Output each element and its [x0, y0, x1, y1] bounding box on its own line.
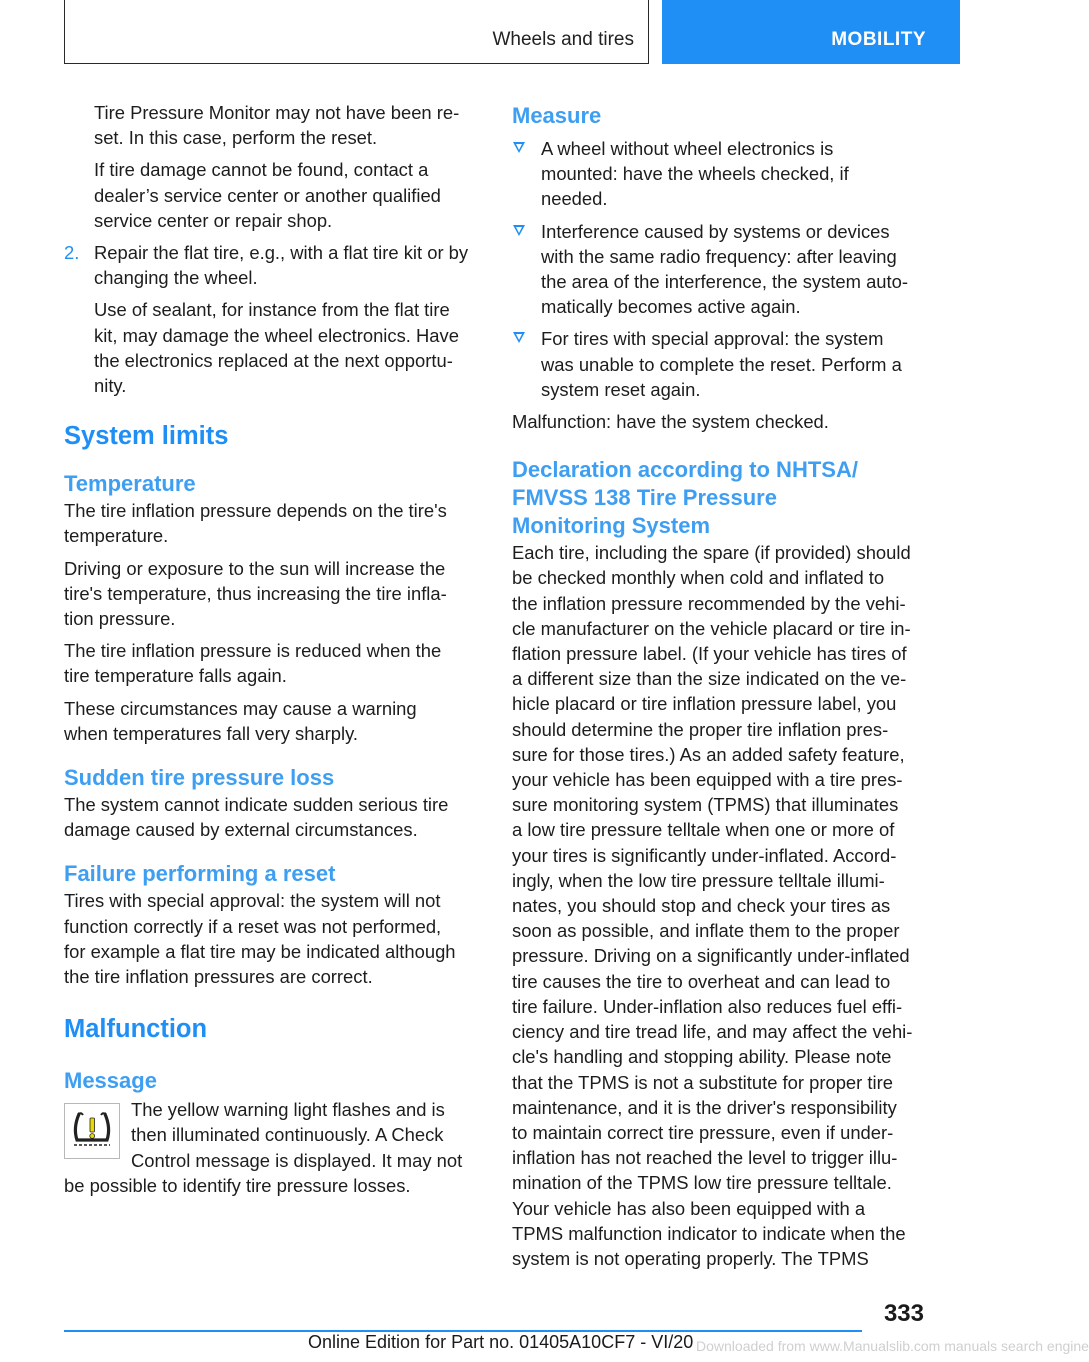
text-line: The yellow warning light flashes and is [131, 1099, 445, 1121]
text-line: nates, you should stop and check your tires as [512, 895, 891, 917]
header-section-box [64, 0, 649, 64]
heading-message: Message [64, 1068, 157, 1094]
text-line: Use of sealant, for instance from the flat tire [94, 299, 450, 321]
text-line: set. In this case, perform the reset. [94, 127, 378, 149]
text-line: be checked monthly when cold and inflated to [512, 567, 885, 589]
left-column [64, 100, 480, 1205]
text-line: then illuminated continuously. A Check [131, 1124, 444, 1146]
list-item [512, 326, 930, 402]
text-line: If tire damage cannot be found, contact a [94, 159, 429, 181]
triangle-bullet-icon [513, 332, 525, 343]
heading-sudden-loss: Sudden tire pressure loss [64, 765, 335, 791]
right-column [512, 100, 930, 1271]
text-line: with the same radio frequency: after leaving [541, 245, 897, 267]
text-line: tion pressure. [64, 608, 176, 630]
text-line: mounted: have the wheels checked, if [541, 163, 849, 185]
list-item [512, 219, 930, 320]
text-line: Tire Pressure Monitor may not have been re‐ [94, 102, 460, 123]
heading-line: Monitoring System [512, 513, 711, 539]
text-line: damage caused by external circumstances. [64, 819, 418, 841]
declaration-body [512, 540, 930, 1271]
text-line: tire failure. Under-inflation also reduces fuel effi‐ [512, 995, 903, 1017]
text-line: matically becomes active again. [541, 296, 801, 318]
message-block [64, 1097, 480, 1198]
continued-step-1 [64, 100, 480, 233]
text-line: mination of the TPMS low tire pressure telltale. [512, 1172, 892, 1194]
heading-temperature: Temperature [64, 471, 196, 497]
text-line: dealer’s service center or another qualified [94, 184, 441, 206]
text-line: your tires is significantly under-inflated. Accord‐ [512, 844, 897, 866]
text-line: was unable to complete the reset. Perform a [541, 353, 902, 375]
text-line: for example a flat tire may be indicated although [64, 940, 456, 962]
text-line: the inflation pressure recommended by the vehi‐ [512, 592, 906, 614]
step-2 [64, 240, 480, 398]
text-line: when temperatures fall very sharply. [64, 722, 359, 744]
text-line: tire causes the tire to overheat and can lead to [512, 970, 891, 992]
heading-system-limits: System limits [64, 422, 229, 451]
text-line: Driving or exposure to the sun will increase the [64, 557, 446, 579]
watermark: Downloaded from www.Manualslib.com manuals search engine [696, 1338, 1089, 1354]
text-line: nity. [94, 375, 127, 397]
text-line: system reset again. [541, 378, 701, 400]
footer-edition: Online Edition for Part no. 01405A10CF7 - VI/20 [308, 1332, 694, 1352]
text-line: maintenance, and it is the driver's responsibility [512, 1096, 897, 1118]
tire-pressure-warning-icon [64, 1103, 120, 1159]
text-line: your vehicle has been equipped with a tire pres‐ [512, 769, 903, 791]
header-section-title: Wheels and tires [492, 29, 634, 50]
text-line: sure monitoring system (TPMS) that illuminates [512, 794, 899, 816]
text-line: pressure. Driving on a significantly under-inflated [512, 945, 910, 967]
text-line: changing the wheel. [94, 267, 258, 289]
text-line: function correctly if a reset was not performed, [64, 915, 442, 937]
text-line: system is not operating properly. The TPMS [512, 1247, 869, 1269]
text-line: The system cannot indicate sudden serious tire [64, 794, 449, 816]
list-item [512, 136, 930, 212]
header-tab-label: MOBILITY [831, 29, 926, 50]
text-line: The tire inflation pressure depends on the tire's [64, 500, 447, 522]
text-line: the area of the interference, the system auto‐ [541, 271, 908, 293]
text-line: inflation has not reached the level to trigger illu‐ [512, 1147, 898, 1169]
text-line: ciency and tire tread life, and may affect the vehi‐ [512, 1021, 913, 1043]
text-line: cle manufacturer on the vehicle placard or tire in‐ [512, 617, 911, 639]
heading-failure-reset: Failure performing a reset [64, 861, 336, 887]
text-line: to maintain correct tire pressure, even if under- [512, 1121, 894, 1143]
text-line: hicle placard or tire inflation pressure label, you [512, 693, 897, 715]
text-line: Control message is displayed. It may not [131, 1149, 463, 1171]
text-line: tire temperature falls again. [64, 665, 287, 687]
text-line: Interference caused by systems or devices [541, 220, 890, 242]
text-line: a different size than the size indicated on the ve‐ [512, 668, 907, 690]
heading-declaration [512, 456, 930, 540]
step-number: 2. [64, 242, 80, 264]
text-line: a low tire pressure telltale when one or more of [512, 819, 895, 841]
heading-malfunction: Malfunction [64, 1015, 208, 1044]
text-line: tire's temperature, thus increasing the tire infla‐ [64, 582, 447, 604]
text-line: temperature. [64, 525, 169, 547]
triangle-bullet-icon [513, 225, 525, 236]
text-line: service center or repair shop. [94, 209, 333, 231]
text-line: that the TPMS is not a substitute for proper tire [512, 1071, 893, 1093]
heading-line: Declaration according to NHTSA/ [512, 457, 858, 483]
text-line: These circumstances may cause a warning [64, 697, 417, 719]
page-number: 333 [883, 1300, 924, 1327]
text-line: the tire inflation pressures are correct. [64, 966, 373, 988]
text-line: should determine the proper tire inflation pres‐ [512, 718, 889, 740]
text-line: Your vehicle has also been equipped with a [512, 1197, 866, 1219]
text-line: sure for those tires.) As an added safety feature, [512, 743, 905, 765]
text-line: Tires with special approval: the system will not [64, 890, 441, 912]
text-line: kit, may damage the wheel electronics. Have [94, 324, 459, 346]
text-line: cle's handling and stopping ability. Please note [512, 1046, 892, 1068]
header-tab-mobility[interactable] [662, 0, 960, 64]
text-line: the electronics replaced at the next opportu‐ [94, 349, 453, 371]
text-line: Malfunction: have the system checked. [512, 411, 829, 433]
text-line: ingly, when the low tire pressure telltale illumi‐ [512, 869, 885, 891]
text-line: Each tire, including the spare (if provided) should [512, 542, 911, 564]
text-line: A wheel without wheel electronics is [541, 138, 834, 159]
text-line: Repair the flat tire, e.g., with a flat tire kit or by [94, 242, 469, 264]
text-line: For tires with special approval: the system [541, 328, 884, 350]
text-line: TPMS malfunction indicator to indicate when the [512, 1222, 906, 1244]
text-line: needed. [541, 188, 608, 210]
text-line: The tire inflation pressure is reduced when the [64, 640, 442, 662]
text-line: be possible to identify tire pressure losses. [64, 1174, 411, 1196]
heading-line: FMVSS 138 Tire Pressure [512, 485, 777, 511]
triangle-bullet-icon [513, 142, 525, 153]
text-line: flation pressure label. (If your vehicle has tires of [512, 643, 907, 665]
heading-measure: Measure [512, 103, 602, 128]
text-line: soon as possible, and inflate them to the proper [512, 920, 900, 942]
